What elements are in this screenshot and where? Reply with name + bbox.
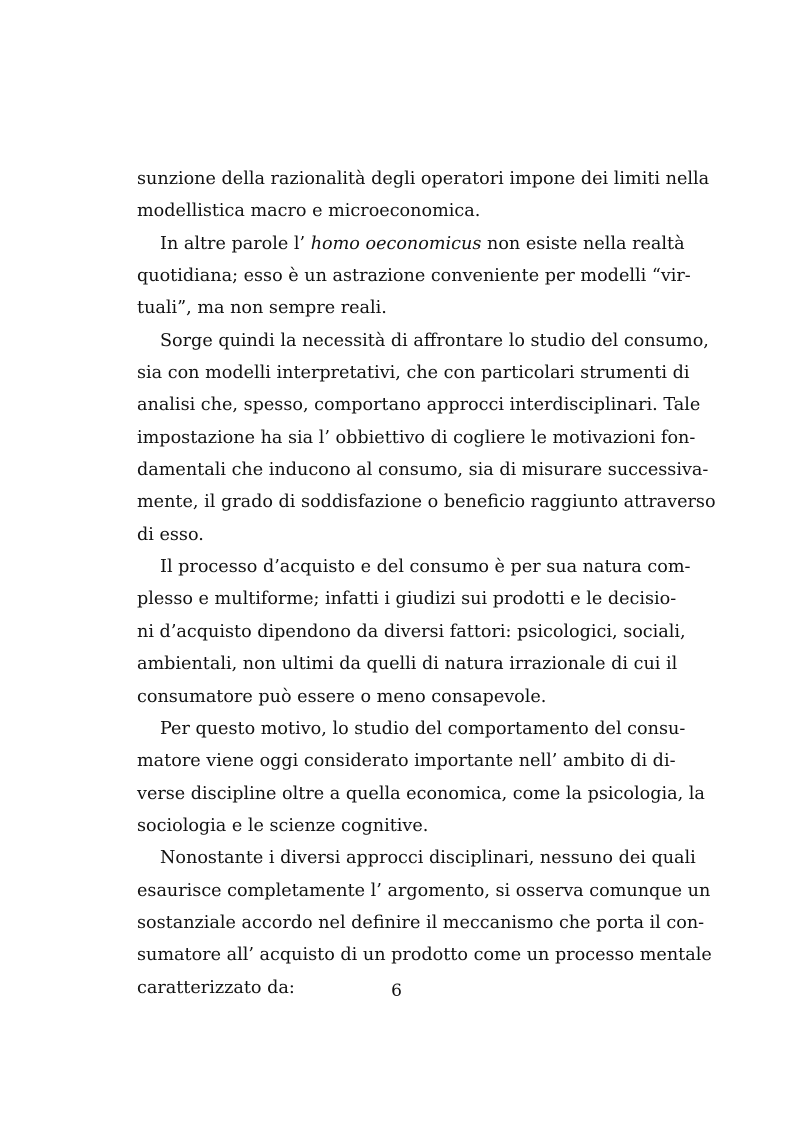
- text-line: mente, il grado di soddisfazione o beneficio raggiunto attraverso: [137, 492, 716, 513]
- text-line: damentali che inducono al consumo, sia di misurare successiva-: [137, 460, 709, 481]
- text-line: plesso e multiforme; infatti i giudizi sui prodotti e le decisio-: [137, 589, 677, 610]
- text-line: verse discipline oltre a quella economica, come la psicologia, la: [137, 783, 705, 804]
- text-line: modellistica macro e microeconomica.: [137, 201, 481, 222]
- text-line: quotidiana; esso è un astrazione conveniente per modelli “vir-: [137, 266, 691, 287]
- text-line: ni d’acquisto dipendono da diversi fattori: psicologici, sociali,: [137, 621, 686, 642]
- text-line: consumatore può essere o meno consapevole.: [137, 686, 547, 707]
- text-line: Per questo motivo, lo studio del comportamento del consu-: [160, 718, 686, 739]
- italic-term: homo oeconomicus: [310, 233, 482, 254]
- text-segment: non esiste nella realtà: [481, 233, 685, 254]
- text-segment: In altre parole l’: [160, 233, 311, 254]
- text-line: esaurisce completamente l’ argomento, si osserva comunque un: [137, 880, 711, 901]
- page-number: 6: [391, 981, 402, 1001]
- text-line: sociologia e le scienze cognitive.: [137, 815, 429, 836]
- text-line: impostazione ha sia l’ obbiettivo di cogliere le motivazioni fon-: [137, 427, 696, 448]
- text-line: sumatore all’ acquisto di un prodotto come un processo mentale: [137, 945, 712, 966]
- text-line: analisi che, spesso, comportano approcci interdisciplinari. Tale: [137, 395, 701, 416]
- text-line: [137, 228, 685, 260]
- text-line: matore viene oggi considerato importante nell’ ambito di di-: [137, 751, 676, 772]
- text-line: ambientali, non ultimi da quelli di natura irrazionale di cui il: [137, 654, 678, 675]
- text-line: caratterizzato da:: [137, 977, 295, 998]
- text-line: Sorge quindi la necessità di affrontare lo studio del consumo,: [160, 330, 709, 351]
- text-line: Nonostante i diversi approcci disciplinari, nessuno dei quali: [160, 848, 696, 869]
- text-line: Il processo d’acquisto e del consumo è per sua natura com-: [160, 557, 691, 578]
- text-line: sostanziale accordo nel definire il meccanismo che porta il con-: [137, 912, 705, 933]
- body-text: [137, 163, 716, 1004]
- text-line: tuali”, ma non sempre reali.: [137, 298, 387, 319]
- text-line: sunzione della razionalità degli operatori impone dei limiti nella: [137, 169, 710, 189]
- text-line: di esso.: [137, 524, 204, 545]
- text-line: sia con modelli interpretativi, che con particolari strumenti di: [137, 363, 690, 384]
